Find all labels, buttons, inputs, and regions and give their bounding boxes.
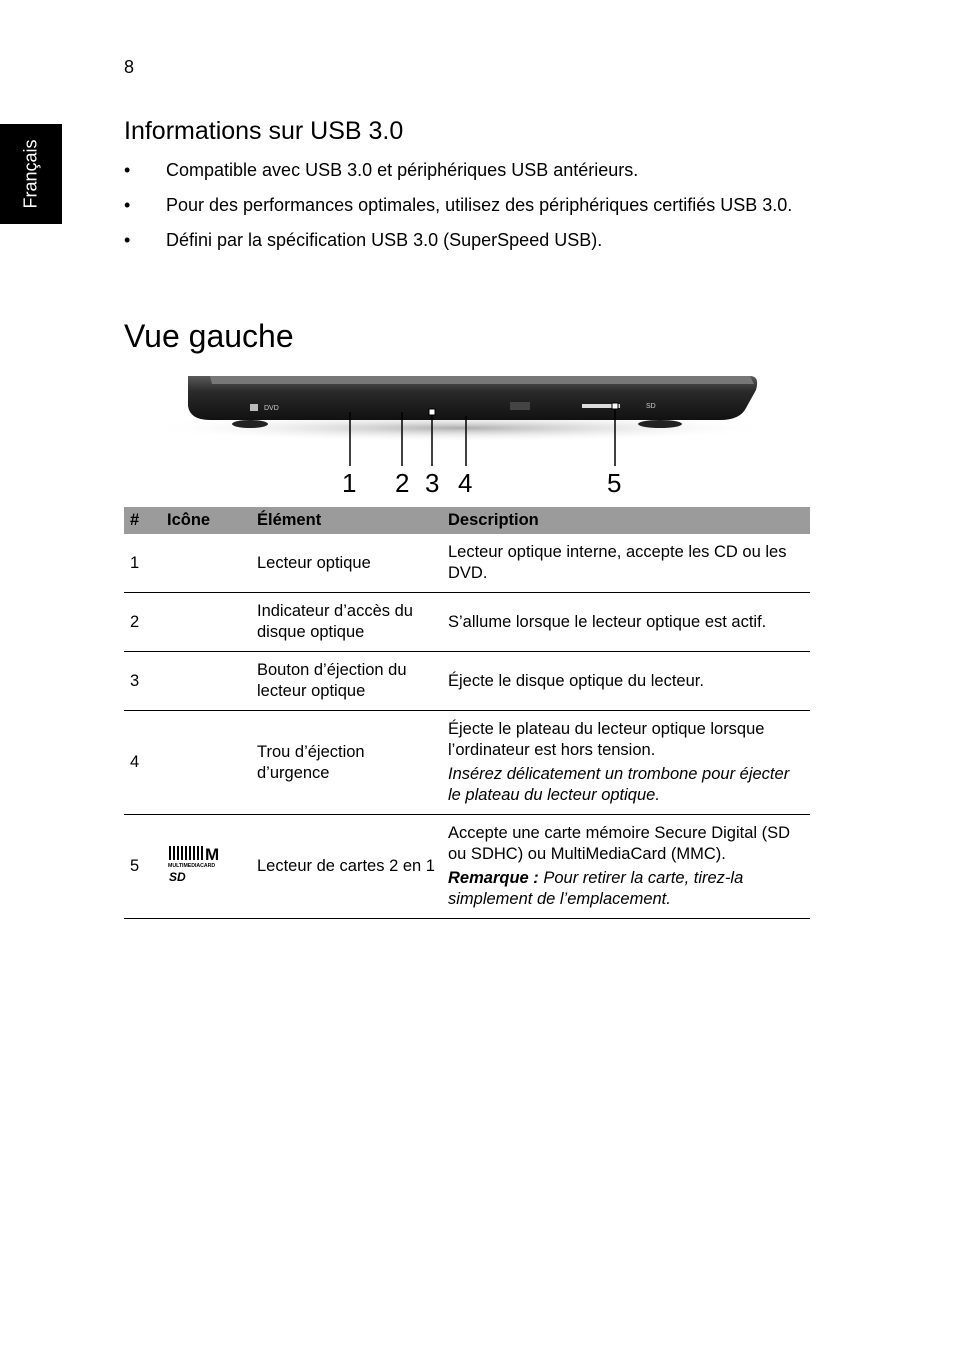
row-description [442, 711, 810, 815]
header-element: Élément [251, 507, 442, 534]
callout-label-2: 2 [395, 468, 410, 498]
callout-label-5: 5 [607, 468, 622, 498]
bullet-text: Défini par la spécification USB 3.0 (SuperSpeed USB). [166, 230, 603, 250]
description-note: Insérez délicatement un trombone pour éjecter le plateau du lecteur optique. [448, 765, 790, 804]
foot-right [638, 420, 682, 428]
row-icon [161, 534, 251, 593]
header-num: # [124, 507, 161, 534]
row-description [442, 815, 810, 919]
usb-section-heading: Informations sur USB 3.0 [124, 117, 404, 145]
row-element: Trou d’éjection d’urgence [251, 711, 442, 815]
callout-label-3: 3 [425, 468, 440, 498]
row-element: Lecteur optique [251, 534, 442, 593]
row-description [442, 652, 810, 711]
component-table [124, 507, 810, 919]
card-reader-marker [612, 403, 618, 409]
sd-wordmark: SD [169, 869, 186, 884]
callout-label-4: 4 [458, 468, 473, 498]
mmc-wordmark: MULTIMEDIACARD [168, 862, 216, 869]
row-icon [161, 593, 251, 652]
callout-label-1: 1 [342, 468, 357, 498]
table-row [124, 815, 810, 919]
table-row [124, 711, 810, 815]
table-row [124, 652, 810, 711]
bullet-text: Compatible avec USB 3.0 et périphériques USB antérieurs. [166, 160, 639, 180]
description-text: Accepte une carte mémoire Secure Digital (SD ou SDHC) ou MultiMediaCard (MMC). [448, 824, 791, 863]
row-icon [161, 815, 251, 919]
header-icon: Icône [161, 507, 251, 534]
header-description: Description [442, 507, 810, 534]
mmc-letter: M [205, 844, 220, 864]
row-num: 4 [124, 711, 161, 815]
laptop-left-view-figure [150, 368, 770, 504]
row-element: Lecteur de cartes 2 en 1 [251, 815, 442, 919]
row-icon [161, 711, 251, 815]
laptop-left-side-illustration [150, 368, 770, 504]
language-tab [0, 124, 62, 224]
eject-symbol-icon [510, 402, 530, 410]
sd-logo: SD [646, 403, 656, 410]
description-text: Lecteur optique interne, accepte les CD ou les DVD. [448, 543, 787, 582]
disc-icon [250, 404, 258, 411]
language-tab-label: Français [20, 139, 41, 209]
row-element: Indicateur d’accès du disque optique [251, 593, 442, 652]
table-row [124, 534, 810, 593]
description-text: Éjecte le disque optique du lecteur. [448, 671, 704, 690]
laptop-lid-edge [210, 376, 754, 384]
page-number: 8 [124, 57, 135, 77]
list-item [124, 193, 814, 217]
row-icon [161, 652, 251, 711]
note-label: Remarque : [448, 869, 539, 887]
bullet-text: Pour des performances optimales, utilisez des périphériques certifiés USB 3.0. [166, 195, 793, 215]
table-row [124, 593, 810, 652]
list-item [124, 158, 814, 182]
bullet-icon: • [124, 230, 131, 250]
row-num: 5 [124, 815, 161, 919]
row-num: 2 [124, 593, 161, 652]
eject-button-marker [429, 409, 435, 415]
list-item [124, 228, 814, 252]
row-description [442, 534, 810, 593]
description-text: Éjecte le plateau du lecteur optique lorsque l’ordinateur est hors tension. [448, 720, 765, 759]
usb-bullet-list [124, 158, 814, 263]
row-element: Bouton d’éjection du lecteur optique [251, 652, 442, 711]
note-text: Pour retirer la carte, tirez-la simplement de l’emplacement. [448, 869, 744, 908]
description-note [448, 868, 804, 910]
row-num: 3 [124, 652, 161, 711]
multimediacard-sd-icon [167, 844, 231, 884]
row-description [442, 593, 810, 652]
dvd-logo: DVD [264, 405, 279, 412]
description-text: S’allume lorsque le lecteur optique est actif. [448, 612, 767, 631]
bullet-icon: • [124, 195, 131, 215]
row-num: 1 [124, 534, 161, 593]
table-header-row [124, 507, 810, 534]
foot-left [232, 420, 268, 428]
bullet-icon: • [124, 160, 131, 180]
page-title: Vue gauche [124, 318, 294, 354]
